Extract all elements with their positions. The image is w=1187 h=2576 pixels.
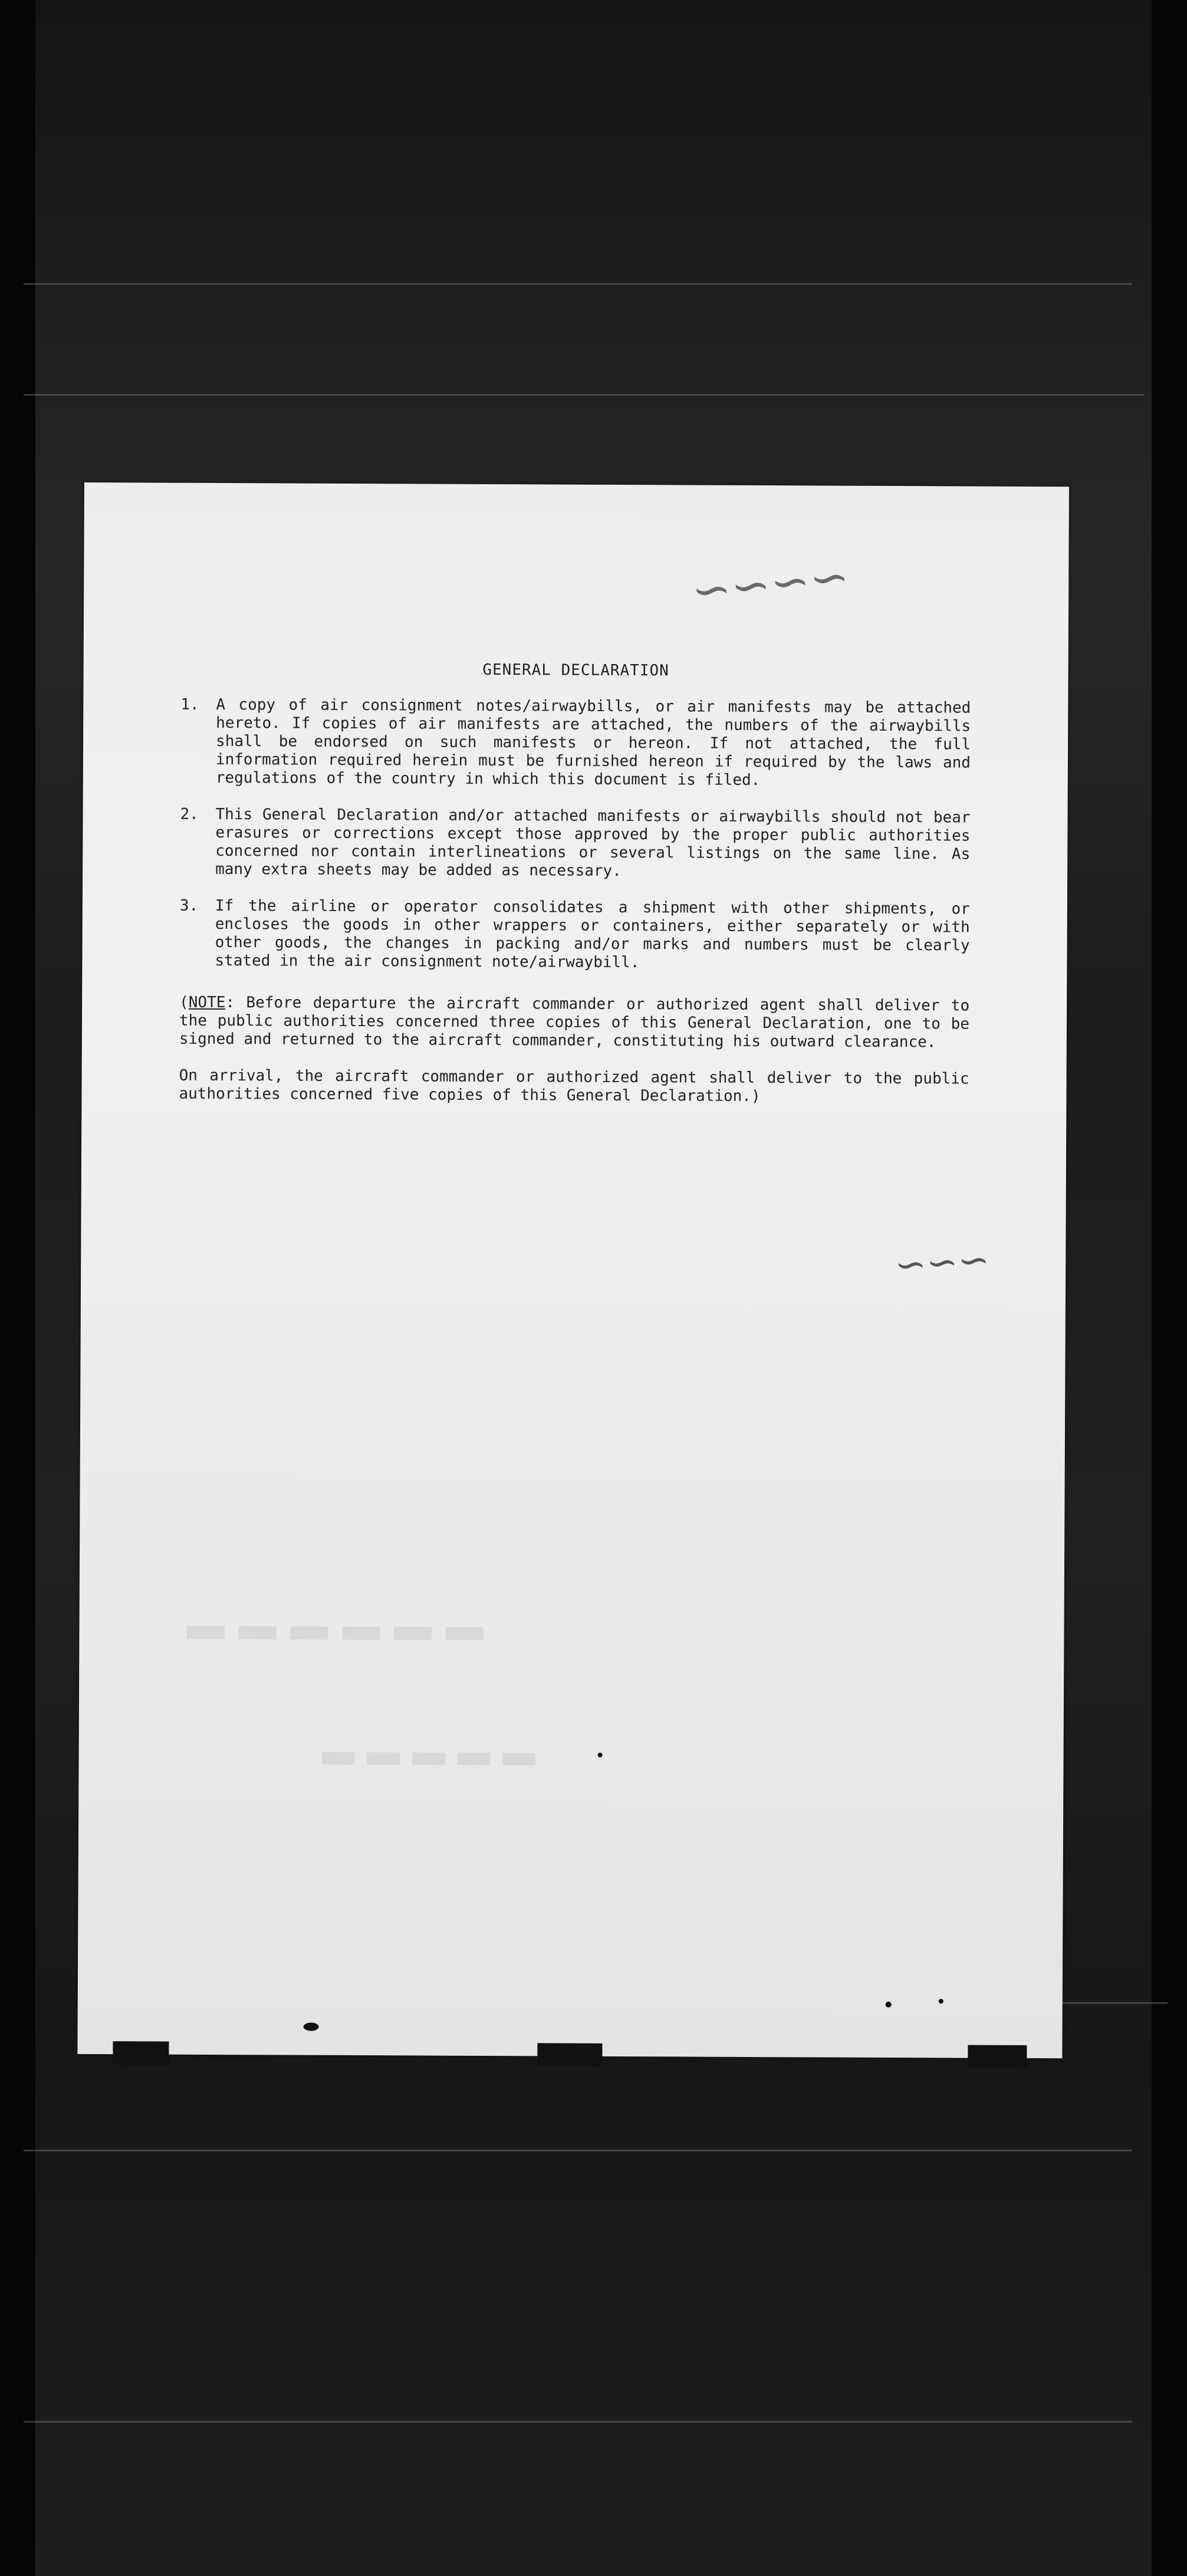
page-tab — [537, 2043, 602, 2066]
bleed-through: ▬▬▬▬▬ — [318, 1736, 544, 1776]
scan-artifact-line — [24, 2421, 1132, 2423]
ink-speck — [304, 2023, 319, 2031]
ink-speck — [886, 2002, 892, 2007]
note-open-paren: ( — [179, 993, 189, 1011]
item-text: This General Declaration and/or attached manifests or airwaybills should not bear erasures or corrections except those approved by the proper public authorities concerned nor contain interlineations or several listings on the same line. As many extra sheets may be added as necessary. — [215, 805, 971, 880]
document-title: GENERAL DECLARATION — [482, 661, 669, 680]
film-edge-left — [0, 0, 35, 2576]
item-text: If the airline or operator consolidates a shipment with other shipments, or encloses the goods in other wrappers or containers, either separately or with other goods, the changes in packing and/or marks and numbers must be clearly stated in the air consignment note/airwaybill. — [215, 896, 970, 972]
arrival-paragraph: On arrival, the aircraft commander or authorized agent shall deliver to the public authorities concerned five copies of this General Declaration.) — [179, 1066, 969, 1106]
note-paragraph — [179, 994, 969, 1052]
note-text: : Before departure the aircraft commander or authorized agent shall deliver to the public authorities concerned three copies of this General Declaration, one to be signed and returned to the aircraft commander, constituting his outward clearance. — [179, 994, 970, 1052]
declaration-body — [179, 660, 971, 1107]
item-number: 2. — [180, 805, 199, 823]
instruction-item — [179, 897, 970, 974]
film-edge-right — [1152, 0, 1187, 2576]
item-number: 1. — [180, 695, 199, 714]
handwritten-mark: ∽∽∽∽ — [689, 548, 852, 619]
scan-artifact-line — [24, 394, 1144, 396]
instruction-item — [180, 696, 971, 791]
page-tab — [113, 2041, 169, 2065]
document-page — [77, 482, 1069, 2058]
ink-speck — [939, 1999, 943, 2003]
handwritten-mark: ∽∽∽ — [893, 1238, 991, 1288]
page-tab — [968, 2045, 1027, 2069]
instruction-item — [180, 806, 971, 882]
item-number: 3. — [179, 896, 199, 915]
scan-artifact-line — [24, 2150, 1132, 2151]
ink-speck — [598, 1753, 603, 1757]
scan-artifact-line — [24, 283, 1132, 285]
note-label: NOTE — [188, 993, 226, 1012]
item-text: A copy of air consignment notes/airwaybills, or air manifests may be attached hereto. If copies of air manifests are attached, the numbers of the airwaybills shall be endorsed on such manifests or hereon. If not attached, the full information required herein must be furnished hereon if required by the laws and regulations of the country in which this document is filed. — [215, 695, 971, 790]
bleed-through: ▬▬▬▬▬▬ — [182, 1609, 494, 1652]
